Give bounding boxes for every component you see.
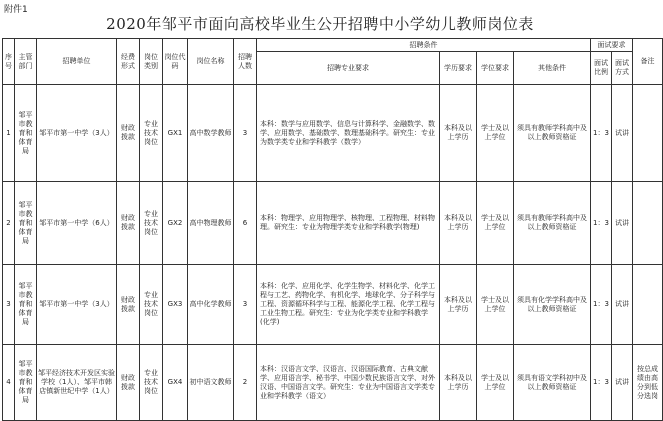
header-other: 其他条件	[514, 52, 591, 85]
cell-remark	[633, 182, 663, 265]
cell-remark: 按总成绩由高分到低分选岗	[633, 345, 663, 421]
cell-seq: 2	[3, 182, 15, 265]
cell-method: 试讲	[612, 85, 633, 182]
cell-other: 须具有语文学科初中及以上教师资格证	[514, 345, 591, 421]
header-category: 岗位类别	[140, 39, 163, 85]
cell-count: 3	[234, 265, 257, 345]
cell-method: 试讲	[612, 345, 633, 421]
cell-seq: 1	[3, 85, 15, 182]
cell-position: 高中数学教师	[188, 85, 234, 182]
header-remark: 备注	[633, 39, 663, 85]
cell-ratio: 1：3	[591, 85, 612, 182]
cell-dept: 邹平市教育和体育局	[15, 85, 37, 182]
table-row	[3, 182, 663, 265]
cell-category: 专业技术岗位	[140, 85, 163, 182]
cell-education: 本科及以上学历	[440, 85, 477, 182]
cell-ratio: 1：3	[591, 182, 612, 265]
cell-major: 本科：化学、应用化学、化学生物学、材料化学、化学工程与工艺、药物化学、有机化学、地球化学、分子科学与工程、资源循环科学与工程、能源化学工程、化学工程与工业生物工程。研究生：专业为化学类专业和学科教学(化学)	[257, 265, 440, 345]
cell-position: 高中物理教师	[188, 182, 234, 265]
cell-unit: 邹平市第一中学（3人）	[37, 265, 117, 345]
cell-major: 本科：物理学、应用物理学、核物理、工程物理、材料物理。研究生：专业为物理学类专业和学科教学(物理)	[257, 182, 440, 265]
cell-count: 6	[234, 182, 257, 265]
header-code: 岗位代码	[163, 39, 188, 85]
cell-funding: 财政拨款	[117, 345, 140, 421]
cell-education: 本科及以上学历	[440, 265, 477, 345]
header-unit: 招聘单位	[37, 39, 117, 85]
cell-major: 本科：数学与应用数学、信息与计算科学、金融数学、数学、应用数学、基础数学、数理基础科学。研究生：专业为数学类专业和学科教学（数学）	[257, 85, 440, 182]
cell-degree: 学士及以上学位	[477, 182, 514, 265]
cell-other: 须具有教师学科高中及以上教师资格证	[514, 85, 591, 182]
cell-method: 试讲	[612, 182, 633, 265]
cell-remark	[633, 85, 663, 182]
cell-seq: 3	[3, 265, 15, 345]
header-conditions: 招聘条件	[257, 39, 591, 52]
cell-count: 2	[234, 345, 257, 421]
cell-position: 初中语文教师	[188, 345, 234, 421]
header-dept: 主管部门	[15, 39, 37, 85]
header-funding: 经费形式	[117, 39, 140, 85]
cell-count: 3	[234, 85, 257, 182]
cell-unit: 邹平市第一中学（3人）	[37, 85, 117, 182]
page-title: 2020年邹平市面向高校毕业生公开招聘中小学幼儿教师岗位表	[106, 15, 534, 33]
cell-code: GX3	[163, 265, 188, 345]
cell-degree: 学士及以上学位	[477, 345, 514, 421]
positions-table	[2, 38, 663, 421]
cell-seq: 4	[3, 345, 15, 421]
cell-other: 须具有教师学科高中及以上教师资格证	[514, 182, 591, 265]
cell-unit: 邹平经济技术开发区实验学校（1人）、邹平市韩店镇新世纪中学（1人）	[37, 345, 117, 421]
header-ratio: 面试比例	[591, 52, 612, 85]
cell-other: 须具有化学学科高中及以上教师资格证	[514, 265, 591, 345]
header-method: 面试方式	[612, 52, 633, 85]
cell-degree: 学士及以上学位	[477, 265, 514, 345]
header-major: 招聘专业要求	[257, 52, 440, 85]
header-seq: 序号	[3, 39, 15, 85]
cell-method: 试讲	[612, 265, 633, 345]
cell-dept: 邹平市教育和体育局	[15, 265, 37, 345]
header-degree: 学位要求	[477, 52, 514, 85]
cell-education: 本科及以上学历	[440, 345, 477, 421]
table-row	[3, 265, 663, 345]
cell-funding: 财政拨款	[117, 85, 140, 182]
cell-funding: 财政拨款	[117, 182, 140, 265]
table-row	[3, 345, 663, 421]
cell-dept: 邹平市教育和体育局	[15, 345, 37, 421]
cell-category: 专业技术岗位	[140, 182, 163, 265]
cell-position: 高中化学教师	[188, 265, 234, 345]
header-interview: 面试要求	[591, 39, 633, 52]
cell-category: 专业技术岗位	[140, 345, 163, 421]
header-education: 学历要求	[440, 52, 477, 85]
cell-remark	[633, 265, 663, 345]
cell-code: GX1	[163, 85, 188, 182]
cell-dept: 邹平市教育和体育局	[15, 182, 37, 265]
header-position: 岗位名称	[188, 39, 234, 85]
attachment-label: 附件1	[4, 5, 28, 15]
cell-unit: 邹平市第一中学（6人）	[37, 182, 117, 265]
cell-funding: 财政拨款	[117, 265, 140, 345]
cell-category: 专业技术岗位	[140, 265, 163, 345]
header-count: 招聘人数	[234, 39, 257, 85]
table-row	[3, 85, 663, 182]
cell-education: 本科及以上学历	[440, 182, 477, 265]
cell-ratio: 1：3	[591, 345, 612, 421]
cell-major: 本科：汉语言文学、汉语言、汉语国际教育、古典文献学、应用语言学、秘书学、中国少数民族语言文学、对外汉语、中国语言文学。研究生：专业为中国语言文学类专业和学科教学（语文）	[257, 345, 440, 421]
cell-degree: 学士及以上学位	[477, 85, 514, 182]
cell-code: GX2	[163, 182, 188, 265]
cell-ratio: 1：3	[591, 265, 612, 345]
header-row-1	[3, 39, 663, 52]
cell-code: GX4	[163, 345, 188, 421]
